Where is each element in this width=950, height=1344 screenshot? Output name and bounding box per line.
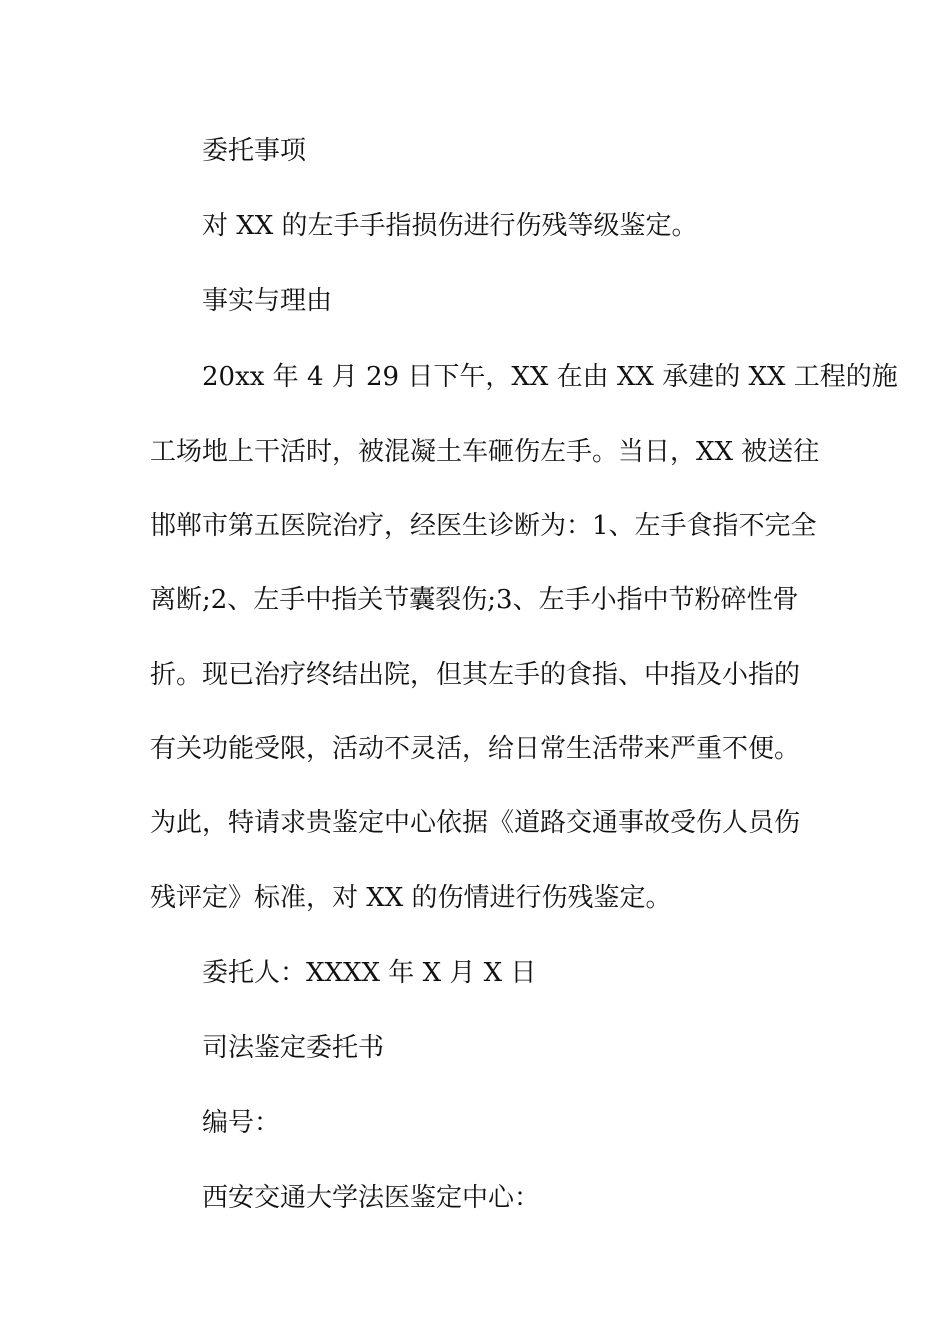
entrust-item-text: 对 XX 的左手手指损伤进行伤残等级鉴定。 [202, 211, 698, 241]
body-paragraph-line: 残评定》标准，对 XX 的伤情进行伤残鉴定。 [150, 883, 672, 913]
body-paragraph-line: 有关功能受限，活动不灵活，给日常生活带来严重不便。 [150, 734, 801, 764]
document-number-label: 编号： [202, 1108, 281, 1138]
recipient-line: 西安交通大学法医鉴定中心： [202, 1183, 541, 1213]
body-paragraph-line: 离断;2、左手中指关节囊裂伤;3、左手小指中节粉碎性骨 [150, 585, 799, 615]
body-paragraph-line: 邯郸市第五医院治疗，经医生诊断为：1、左手食指不完全 [150, 511, 817, 541]
heading-entrust-matters: 委托事项 [202, 136, 307, 166]
body-paragraph-line: 工场地上干活时，被混凝土车砸伤左手。当日，XX 被送往 [150, 437, 820, 467]
body-paragraph-line: 折。现已治疗终结出院，但其左手的食指、中指及小指的 [150, 660, 801, 690]
signature-date-line: 委托人：XXXX 年 X 月 X 日 [202, 958, 537, 988]
body-paragraph-line: 为此，特请求贵鉴定中心依据《道路交通事故受伤人员伤 [150, 808, 801, 838]
heading-facts-and-reasons: 事实与理由 [202, 286, 333, 316]
document-title-judicial-appraisal: 司法鉴定委托书 [202, 1033, 385, 1063]
body-paragraph-line: 20xx 年 4 月 29 日下午，XX 在由 XX 承建的 XX 工程的施 [202, 362, 898, 392]
